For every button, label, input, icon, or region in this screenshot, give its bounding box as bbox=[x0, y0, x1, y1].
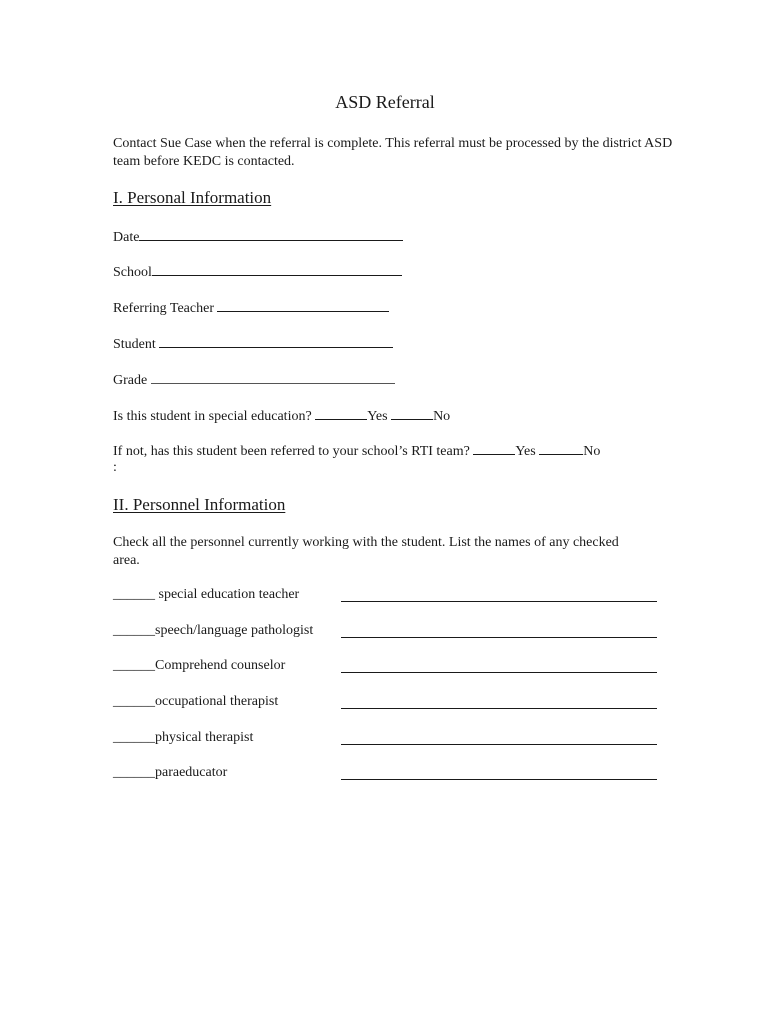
student-label: Student bbox=[113, 337, 156, 352]
rti-no-line[interactable] bbox=[539, 441, 583, 455]
personnel-row bbox=[113, 623, 658, 643]
personnel-name-line[interactable] bbox=[341, 779, 657, 780]
special-education-yes-label: Yes bbox=[367, 409, 388, 424]
personnel-row bbox=[113, 658, 658, 678]
date-label: Date bbox=[113, 230, 140, 245]
referring-teacher-label: Referring Teacher bbox=[113, 301, 214, 316]
personnel-row bbox=[113, 694, 658, 714]
rti-question-text: If not, has this student been referred to your school’s RTI team? bbox=[113, 444, 470, 459]
section-personnel-information-heading: II. Personnel Information bbox=[113, 495, 286, 514]
rti-no-label: No bbox=[583, 444, 601, 459]
personnel-instructions: Check all the personnel currently working with the student. List the names of any checked area. bbox=[113, 535, 619, 568]
special-education-question bbox=[113, 406, 450, 426]
referring-teacher-input-line[interactable] bbox=[217, 298, 389, 312]
section-personal-information-heading: I. Personal Information bbox=[113, 188, 272, 207]
rti-question bbox=[113, 441, 600, 461]
rti-yes-line[interactable] bbox=[473, 441, 515, 455]
personnel-label: ______paraeducator bbox=[113, 765, 228, 780]
personnel-row bbox=[113, 730, 658, 750]
stray-colon: : bbox=[113, 460, 117, 475]
personnel-label: ______speech/language pathologist bbox=[113, 623, 314, 638]
grade-label: Grade bbox=[113, 373, 148, 388]
personnel-label: ______Comprehend counselor bbox=[113, 658, 286, 673]
student-input-line[interactable] bbox=[159, 334, 393, 348]
grade-field bbox=[113, 370, 395, 390]
rti-yes-label: Yes bbox=[515, 444, 536, 459]
personnel-label: ______ special education teacher bbox=[113, 587, 300, 602]
intro-paragraph: Contact Sue Case when the referral is complete. This referral must be processed by the district ASD team before KEDC is contacted. bbox=[113, 136, 673, 169]
referring-teacher-field bbox=[113, 298, 389, 318]
personnel-label: ______physical therapist bbox=[113, 730, 254, 745]
special-education-question-text: Is this student in special education? bbox=[113, 409, 312, 424]
personnel-name-line[interactable] bbox=[341, 672, 657, 673]
personnel-label: ______occupational therapist bbox=[113, 694, 279, 709]
date-input-line[interactable] bbox=[139, 227, 403, 241]
document-title: ASD Referral bbox=[335, 92, 435, 112]
personnel-row bbox=[113, 587, 658, 607]
school-label: School bbox=[113, 265, 152, 280]
personnel-row bbox=[113, 765, 658, 785]
student-field bbox=[113, 334, 393, 354]
special-education-no-line[interactable] bbox=[391, 406, 433, 420]
personnel-name-line[interactable] bbox=[341, 708, 657, 709]
date-field bbox=[113, 227, 403, 247]
school-field bbox=[113, 262, 402, 282]
special-education-yes-line[interactable] bbox=[315, 406, 367, 420]
school-input-line[interactable] bbox=[152, 262, 402, 276]
grade-input-line[interactable] bbox=[151, 370, 395, 384]
special-education-no-label: No bbox=[433, 409, 451, 424]
personnel-name-line[interactable] bbox=[341, 744, 657, 745]
personnel-name-line[interactable] bbox=[341, 637, 657, 638]
personnel-name-line[interactable] bbox=[341, 601, 657, 602]
